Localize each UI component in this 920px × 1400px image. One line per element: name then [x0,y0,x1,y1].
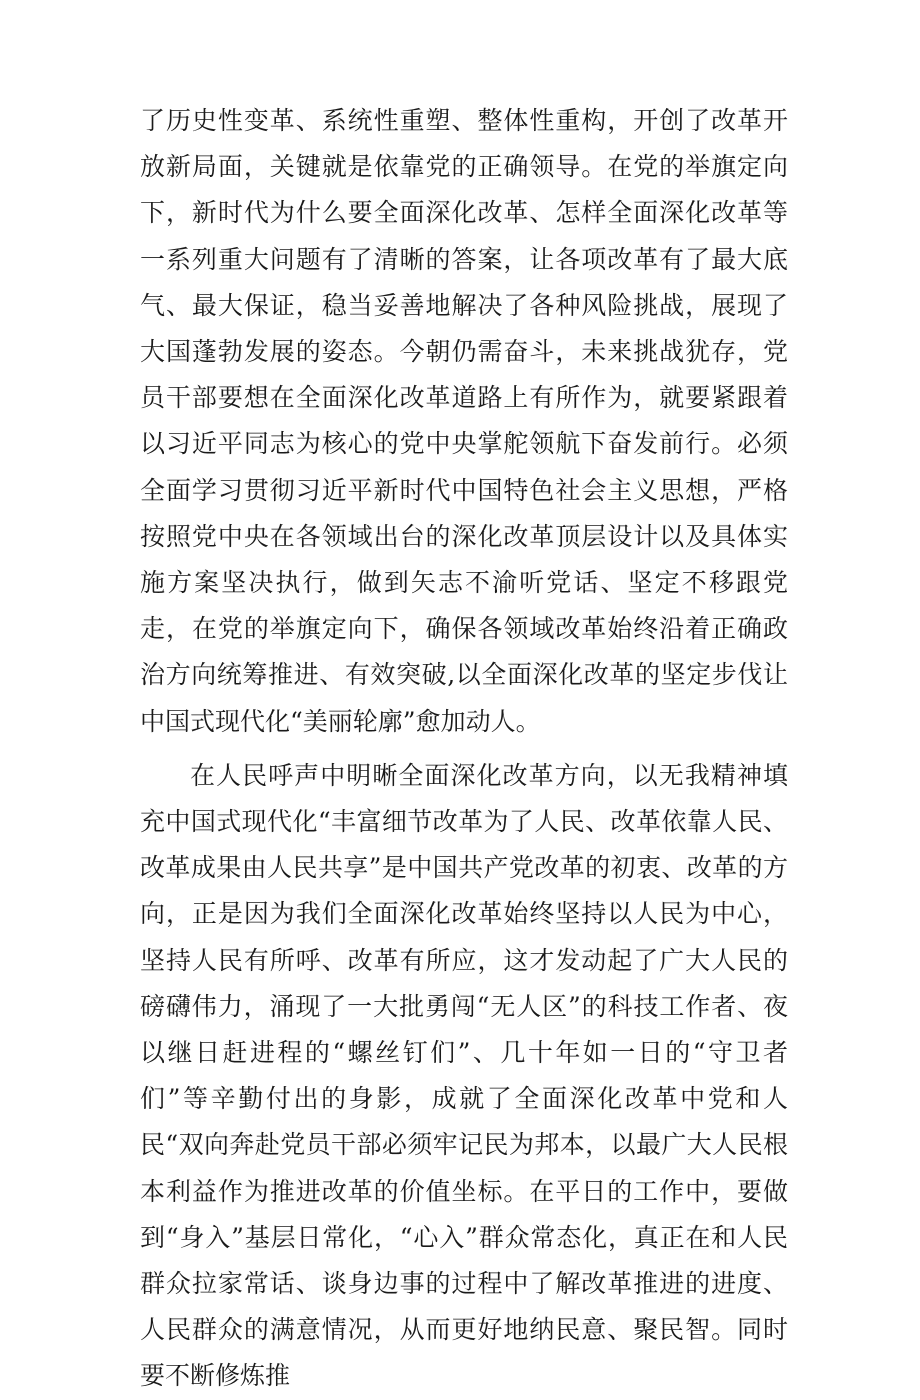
paragraph-people-centered-reform: 在人民呼声中明晰全面深化改革方向，以无我精神填充中国式现代化“丰富细节改革为了人民、改革依靠人民、改革成果由人民共享”是中国共产党改革的初衷、改革的方向，正是因为我们全面深化改革始终坚持以人民为中心，坚持人民有所呼、改革有所应，这才发动起了广大人民的磅礴伟力，涌现了一大批勇闯“无人区”的科技工作者、夜以继日赶进程的“螺丝钉们”、几十年如一日的“守卫者们”等辛勤付出的身影，成就了全面深化改革中党和人民“双向奔赴党员干部必须牢记民为邦本，以最广大人民根本利益作为推进改革的价值坐标。在平日的工作中，要做到“身入”基层日常化，“心入”群众常态化，真正在和人民群众拉家常话、谈身边事的过程中了解改革推进的进度、人民群众的满意情况，从而更好地纳民意、聚民智。同时要不断修炼推 [140,760,788,1391]
document-page [140,98,788,1400]
paragraph-party-leadership: 了历史性变革、系统性重塑、整体性重构，开创了改革开放新局面，关键就是依靠党的正确领导。在党的举旗定向下，新时代为什么要全面深化改革、怎样全面深化改革等一系列重大问题有了清晰的答案，让各项改革有了最大底气、最大保证，稳当妥善地解决了各种风险挑战，展现了大国蓬勃发展的姿态。今朝仍需奋斗，未来挑战犹存，党员干部要想在全面深化改革道路上有所作为，就要紧跟着以习近平同志为核心的党中央掌舵领航下奋发前行。必须全面学习贯彻习近平新时代中国特色社会主义思想，严格按照党中央在各领域出台的深化改革顶层设计以及具体实施方案坚决执行，做到矢志不渝听党话、坚定不移跟党走，在党的举旗定向下，确保各领域改革始终沿着正确政治方向统筹推进、有效突破,以全面深化改革的坚定步伐让中国式现代化“美丽轮廓”愈加动人。 [140,106,788,736]
